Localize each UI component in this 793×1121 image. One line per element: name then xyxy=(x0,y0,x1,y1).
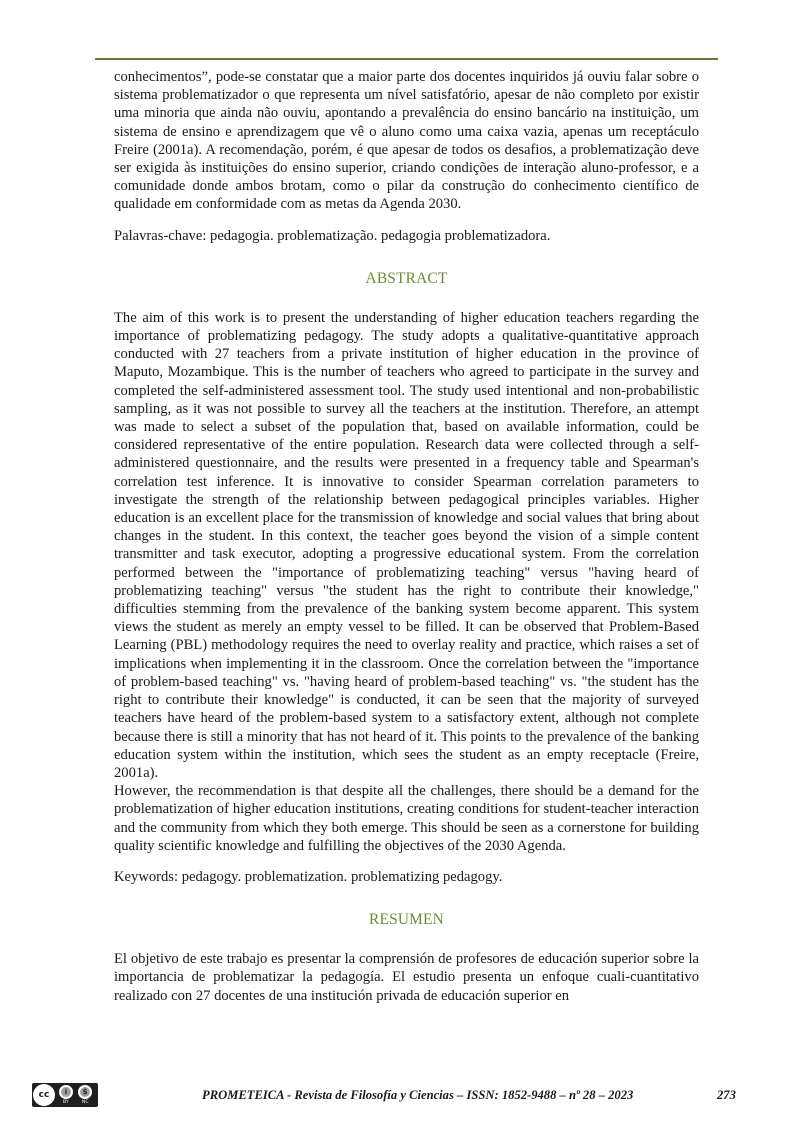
cc-license-badge[interactable] xyxy=(32,1083,98,1107)
abstract-heading: ABSTRACT xyxy=(365,269,448,287)
abstract-paragraph-2: However, the recommendation is that despite all the challenges, there should be a demand for the problematization of higher education institutions, creating conditions for student-teacher interaction and the community from which they both emerge. This should be seen as a cornerstone for building quality scientific knowledge and fulfilling the objectives of the 2030 Agenda. xyxy=(114,783,699,854)
resumen-heading: RESUMEN xyxy=(369,911,444,929)
cc-logo-icon: cc xyxy=(33,1084,55,1106)
journal-citation: PROMETEICA - Revista de Filosofía y Ciencias – ISSN: 1852-9488 – nº 28 – 2023 xyxy=(202,1088,634,1102)
cc-by-icon: i xyxy=(59,1085,73,1099)
abstract-keywords: Keywords: pedagogy. problematization. problematizing pedagogy. xyxy=(114,868,503,885)
resumen-paragraph: El objetivo de este trabajo es presentar la comprensión de profesores de educación superior sobre la importancia de problematizar la pedagogía. El estudio presenta un enfoque cuali-cuantitativo realizado con 27 docentes de una institución privada de educación superior en xyxy=(114,951,699,1004)
cc-by-label: BY xyxy=(63,1100,69,1105)
resumo-paragraph: conhecimentos”, pode-se constatar que a maior parte dos docentes inquiridos já ouviu falar sobre o sistema problematizador o que representa um nível satisfatório, apesar de não completo por existir uma minoria que ainda não ouviu, apontando a prevalência do ensino bancário na instituição, um sistema de ensino e aprendizagem que vê o aluno como uma caixa vazia, apenas um receptáculo Freire (2001a). A recomendação, porém, é que apesar de todos os desafios, a problematização deve ser exigida às instituições do ensino superior, criando condições de interação aluno-professor, e a comunidade donde ambos brotam, como o pilar da construção do conhecimento científico de qualidade em conformidade com as metas da Agenda 2030. xyxy=(114,69,699,213)
page-footer xyxy=(0,1083,793,1109)
resumo-keywords: Palavras-chave: pedagogia. problematização. pedagogia problematizadora. xyxy=(114,227,551,244)
cc-nc-icon: $ xyxy=(78,1085,92,1099)
header-rule xyxy=(95,58,718,60)
page-number: 273 xyxy=(717,1088,736,1102)
cc-nc-label: NC xyxy=(82,1100,89,1105)
page-content xyxy=(114,68,699,1005)
abstract-paragraph-1: The aim of this work is to present the understanding of higher education teachers regarding the importance of problematizing pedagogy. The study adopts a qualitative-quantitative approach conducted with 27 teachers from a private institution of higher education in the province of Maputo, Mozambique. This is the number of teachers who agreed to participate in the survey and completed the self-administered assessment tool. The study used intentional and non-probabilistic sampling, as it was not possible to survey all the teachers at the institution. Therefore, an attempt was made to select a subset of the population that, based on available information, could be considered representative of the entire population. Research data were collected through a self-administered questionnaire, and the results were presented in a frequency table and Spearman's correlation test inference. It is innovative to consider Spearman correlation parameters to investigate the strength of the relationship between pedagogical principles variables. Higher education is an excellent place for the transmission of knowledge and social values that bring about changes in the student. In this context, the teacher goes beyond the vision of a simple content transmitter and task executor, adopting a progressive educational system. From the correlation performed between the "importance of problematizing teaching" versus "having heard of problematizing teaching" versus "the student has the right to contribute their knowledge," difficulties stemming from the prevalence of the banking system become apparent. This system views the student as merely an empty vessel to be filled. It can be observed that Problem-Based Learning (PBL) methodology requires the need to overlay reality and practice, which raises a set of implications when implementing it in the classroom. Once the correlation between the "importance of problem-based teaching" vs. "having heard of problem-based teaching" vs. "the student has the right to contribute their knowledge" is conducted, it can be seen that the majority of surveyed teachers have heard of the problem-based system to a satisfactory extent, although not complete because there is still a minority that has not heard of it. This points to the prevalence of the banking education system within the institution, which sees the student as an empty receptacle (Freire, 2001a). xyxy=(114,309,699,781)
